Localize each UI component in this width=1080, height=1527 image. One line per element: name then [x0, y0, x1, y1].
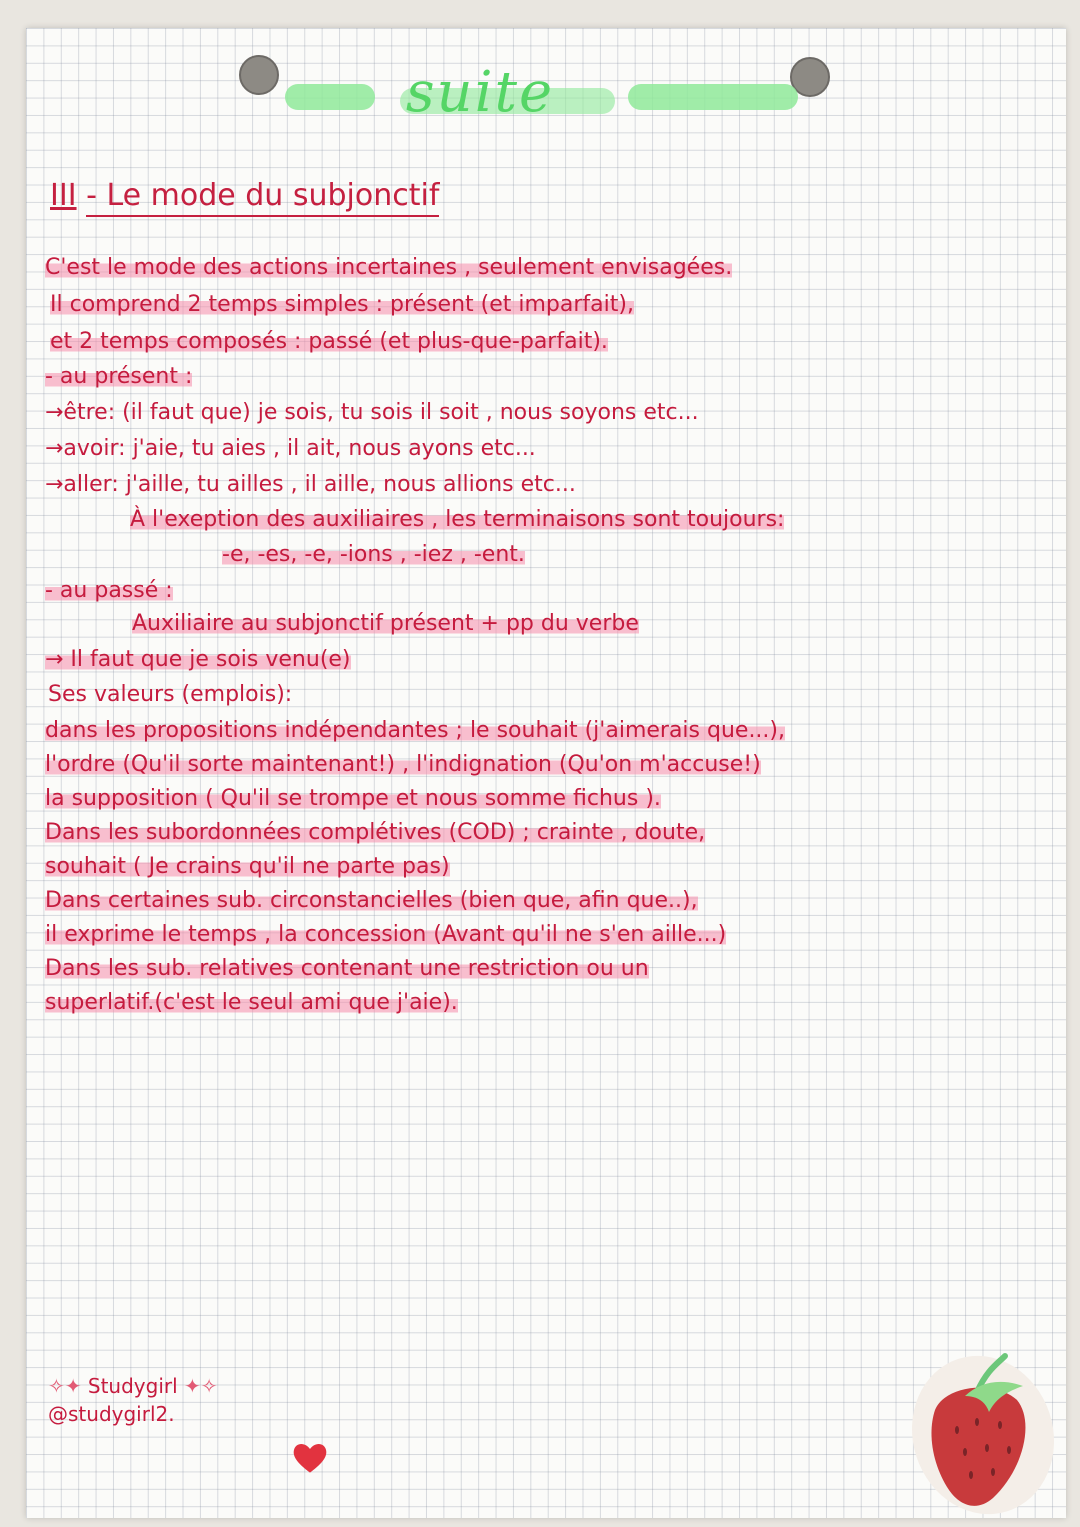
page-title: suite — [405, 60, 555, 125]
note-line: il exprime le temps , la concession (Avant qu'il ne s'en aille...) — [45, 922, 727, 947]
note-line: →être: (il faut que) je sois, tu sois il soit , nous soyons etc... — [45, 400, 699, 425]
note-line: Dans certaines sub. circonstancielles (bien que, afin que..), — [45, 888, 698, 913]
binder-hole-left — [239, 55, 279, 95]
signature-handle: @studygirl2. — [48, 1402, 175, 1426]
note-line: souhait ( Je crains qu'il ne parte pas) — [45, 854, 450, 879]
note-line: →aller: j'aille, tu ailles , il aille, nous allions etc... — [45, 472, 576, 497]
heart-icon — [292, 1440, 328, 1476]
note-line: superlatif.(c'est le seul ami que j'aie). — [45, 990, 458, 1015]
sparkle-icon: ✧✦ — [48, 1374, 88, 1398]
note-line: - au passé : — [45, 578, 173, 603]
note-line: C'est le mode des actions incertaines , seulement envisagées. — [45, 255, 733, 280]
section-number: III — [50, 178, 77, 213]
note-line: - au présent : — [45, 364, 193, 389]
note-line: Il comprend 2 temps simples : présent (et imparfait), — [50, 292, 634, 317]
note-line: → Il faut que je sois venu(e) — [45, 647, 351, 672]
signature-name: Studygirl — [87, 1374, 178, 1398]
section-heading — [50, 178, 439, 213]
note-line: →avoir: j'aie, tu aies , il ait, nous ayons etc... — [45, 436, 536, 461]
note-line: Dans les subordonnées complétives (COD) ; crainte , doute, — [45, 820, 706, 845]
note-line: et 2 temps composés : passé (et plus-que-parfait). — [50, 329, 608, 354]
note-line: -e, -es, -e, -ions , -iez , -ent. — [222, 542, 525, 567]
note-line: À l'exeption des auxiliaires , les terminaisons sont toujours: — [130, 507, 785, 532]
note-line: dans les propositions indépendantes ; le souhait (j'aimerais que...), — [45, 718, 785, 743]
note-line: la supposition ( Qu'il se trompe et nous somme fichus ). — [45, 786, 661, 811]
note-line: Dans les sub. relatives contenant une restriction ou un — [45, 956, 649, 981]
section-title: - Le mode du subjonctif — [86, 178, 439, 217]
note-line: l'ordre (Qu'il sorte maintenant!) , l'indignation (Qu'on m'accuse!) — [45, 752, 761, 777]
note-line: Ses valeurs (emplois): — [48, 682, 293, 707]
strawberry-sticker-icon — [905, 1330, 1065, 1520]
note-line: Auxiliaire au subjonctif présent + pp du verbe — [132, 611, 639, 636]
signature — [48, 1372, 218, 1428]
title-highlight-right — [628, 84, 798, 110]
signature-name-row — [48, 1372, 218, 1400]
sparkle-icon: ✦✧ — [177, 1374, 218, 1398]
